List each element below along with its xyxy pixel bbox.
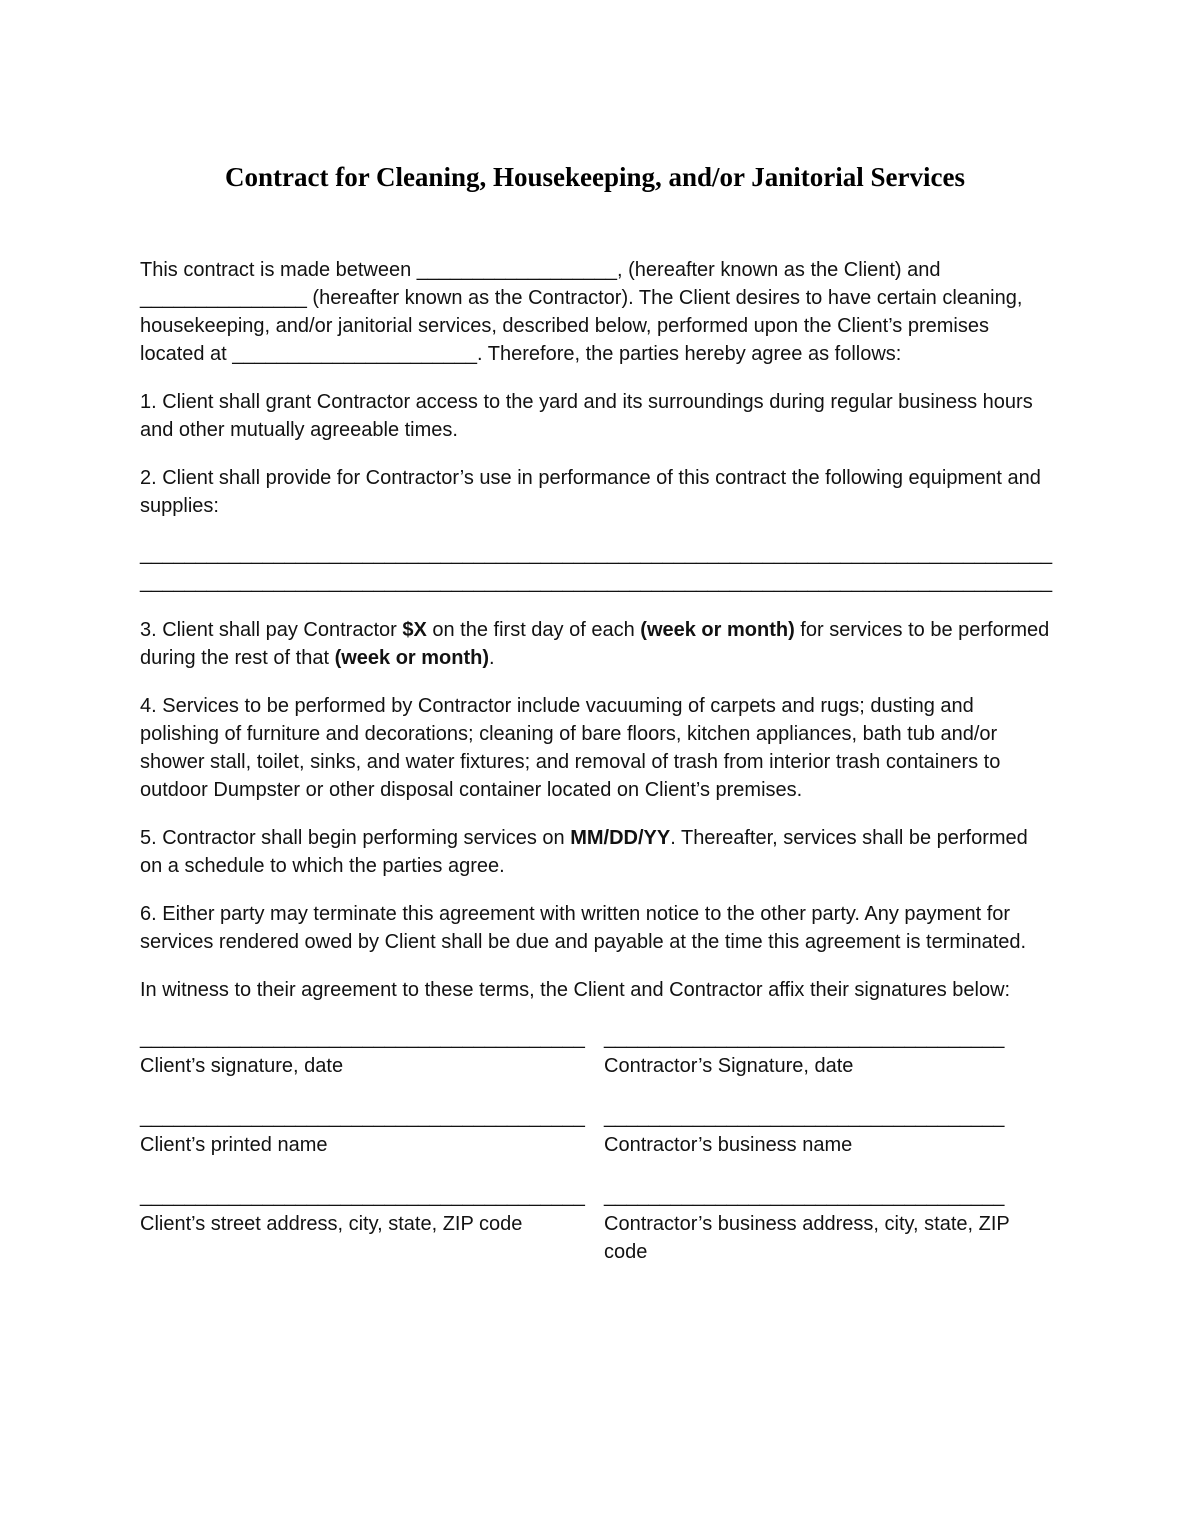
document-content <box>140 160 1053 1289</box>
client-signature-line: ________________________________________ <box>140 1027 585 1049</box>
contractor-address-line: ____________________________________ <box>604 1185 1005 1207</box>
contractor-business-name-label: Contractor’s business name <box>604 1134 853 1156</box>
client-address-line: ________________________________________ <box>140 1185 585 1207</box>
client-signature-label: Client’s signature, date <box>140 1055 344 1077</box>
client-address-cell <box>140 1182 604 1266</box>
equipment-blank-lines <box>140 540 1053 596</box>
document-title: Contract for Cleaning, Housekeeping, and/or Janitorial Services <box>225 162 965 192</box>
contractor-address-cell <box>604 1182 1050 1266</box>
blank-premises-address: ______________________ <box>232 343 478 365</box>
contractor-business-name-cell <box>604 1103 1050 1159</box>
equipment-blank-line-1: __________________________________________________________________________________ <box>140 543 1053 565</box>
signature-grid <box>140 1024 1050 1289</box>
blank-contractor-name: _______________ <box>140 287 307 309</box>
clause-6-termination: 6. Either party may terminate this agreement with written notice to the other party. Any payment for services rendered owed by Client shall be due and payable at the time this agreement is terminated. <box>140 903 1027 953</box>
clause-1-access: 1. Client shall grant Contractor access to the yard and its surroundings during regular business hours and other mutually agreeable times. <box>140 391 1033 441</box>
equipment-blank-line-2: __________________________________________________________________________________ <box>140 571 1053 593</box>
client-address-label: Client’s street address, city, state, ZIP code <box>140 1213 523 1235</box>
signature-section <box>140 1024 1050 1289</box>
client-printed-name-label: Client’s printed name <box>140 1134 328 1156</box>
contractor-signature-line: ____________________________________ <box>604 1027 1005 1049</box>
clause-3-payment: 3. Client shall pay Contractor $X on the first day of each (week or month) for services to be performed during the rest of that (week or month). <box>140 619 1050 669</box>
clause-4-services: 4. Services to be performed by Contractor include vacuuming of carpets and rugs; dusting and polishing of furniture and decorations; cleaning of bare floors, kitchen appliances, bath tub and/or shower stall, toilet, sinks, and water fixtures; and removal of trash from interior trash containers to outdoor Dumpster or other disposal container located on Client’s premises. <box>140 695 1001 801</box>
contractor-signature-cell <box>604 1024 1050 1080</box>
contractor-address-label: Contractor’s business address, city, state, ZIP code <box>604 1213 1010 1263</box>
blank-client-name: __________________ <box>416 259 618 281</box>
contractor-business-name-line: ____________________________________ <box>604 1106 1005 1128</box>
client-signature-cell <box>140 1024 604 1080</box>
client-printed-name-cell <box>140 1103 604 1159</box>
intro-paragraph: This contract is made between __________________, (hereafter known as the Client) and _______________ (hereafter known as the Contractor). The Client desires to have certain cleaning, housekeeping, and/or janitorial services, described below, performed upon the Client’s premises located at ______________________. Therefore, the parties hereby agree as follows: <box>140 259 1023 365</box>
client-printed-name-line: ________________________________________ <box>140 1106 585 1128</box>
clause-2-equipment: 2. Client shall provide for Contractor’s use in performance of this contract the following equipment and supplies: <box>140 467 1041 517</box>
contractor-signature-label: Contractor’s Signature, date <box>604 1055 854 1077</box>
witness-paragraph: In witness to their agreement to these terms, the Client and Contractor affix their signatures below: <box>140 979 1011 1001</box>
clause-5-start-date: 5. Contractor shall begin performing services on MM/DD/YY. Thereafter, services shall be performed on a schedule to which the parties agree. <box>140 827 1028 877</box>
